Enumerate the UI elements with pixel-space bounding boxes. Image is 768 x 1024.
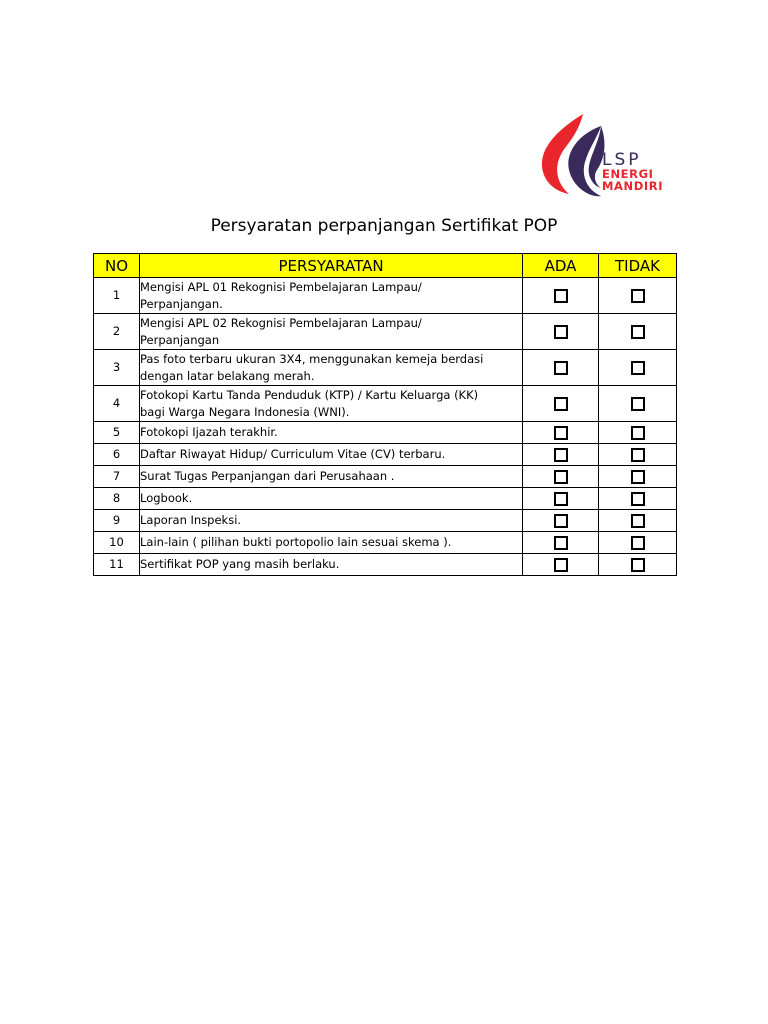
tidak-checkbox[interactable] [631, 325, 645, 339]
table-row [94, 444, 677, 466]
requirement-cell [140, 532, 523, 554]
requirement-line: Mengisi APL 01 Rekognisi Pembelajaran Lampau/ [140, 279, 422, 294]
row-number: 2 [94, 314, 140, 350]
requirement-line: Logbook. [140, 491, 193, 505]
ada-checkbox[interactable] [554, 470, 568, 484]
tidak-cell [599, 278, 677, 314]
requirement-line: Sertifikat POP yang masih berlaku. [140, 557, 340, 571]
ada-checkbox[interactable] [554, 514, 568, 528]
ada-cell [523, 278, 599, 314]
requirement-line: Fotokopi Kartu Tanda Penduduk (KTP) / Kartu Keluarga (KK) [140, 387, 479, 402]
ada-cell [523, 386, 599, 422]
tidak-cell [599, 386, 677, 422]
table-row [94, 278, 677, 314]
header-ada: ADA [523, 254, 599, 278]
ada-checkbox[interactable] [554, 492, 568, 506]
requirement-line: Daftar Riwayat Hidup/ Curriculum Vitae (CV) terbaru. [140, 447, 446, 461]
requirement-cell [140, 488, 523, 510]
ada-cell [523, 488, 599, 510]
requirement-cell [140, 278, 523, 314]
ada-cell [523, 510, 599, 532]
ada-checkbox[interactable] [554, 325, 568, 339]
row-number: 4 [94, 386, 140, 422]
row-number: 7 [94, 466, 140, 488]
row-number: 6 [94, 444, 140, 466]
ada-cell [523, 314, 599, 350]
ada-cell [523, 422, 599, 444]
logo-energi-text: ENERGI [602, 167, 654, 181]
ada-cell [523, 350, 599, 386]
ada-cell [523, 466, 599, 488]
tidak-cell [599, 444, 677, 466]
requirement-cell [140, 554, 523, 576]
ada-checkbox[interactable] [554, 397, 568, 411]
requirement-line: Lain-lain ( pilihan bukti portopolio lain sesuai skema ). [140, 535, 452, 549]
tidak-cell [599, 314, 677, 350]
lsp-logo [535, 112, 680, 207]
row-number: 1 [94, 278, 140, 314]
tidak-cell [599, 422, 677, 444]
tidak-checkbox[interactable] [631, 492, 645, 506]
tidak-checkbox[interactable] [631, 470, 645, 484]
requirement-line: Mengisi APL 02 Rekognisi Pembelajaran Lampau/ [140, 315, 422, 330]
row-number: 3 [94, 350, 140, 386]
logo-lsp-text: LSP [602, 150, 642, 170]
requirement-cell [140, 386, 523, 422]
requirement-cell [140, 510, 523, 532]
tidak-checkbox[interactable] [631, 397, 645, 411]
row-number: 9 [94, 510, 140, 532]
requirement-line: Fotokopi Ijazah terakhir. [140, 425, 278, 439]
table-row [94, 466, 677, 488]
tidak-cell [599, 510, 677, 532]
logo-mandiri-text: MANDIRI [602, 178, 664, 193]
tidak-checkbox[interactable] [631, 426, 645, 440]
requirement-line: bagi Warga Negara Indonesia (WNI). [140, 404, 350, 419]
tidak-checkbox[interactable] [631, 536, 645, 550]
ada-checkbox[interactable] [554, 289, 568, 303]
table-row [94, 314, 677, 350]
tidak-cell [599, 532, 677, 554]
row-number: 5 [94, 422, 140, 444]
ada-cell [523, 444, 599, 466]
header-requirement: PERSYARATAN [140, 254, 523, 278]
header-tidak: TIDAK [599, 254, 677, 278]
ada-checkbox[interactable] [554, 536, 568, 550]
table-row [94, 386, 677, 422]
requirement-line: Surat Tugas Perpanjangan dari Perusahaan . [140, 469, 395, 483]
row-number: 8 [94, 488, 140, 510]
tidak-checkbox[interactable] [631, 448, 645, 462]
tidak-checkbox[interactable] [631, 558, 645, 572]
tidak-cell [599, 350, 677, 386]
header-no: NO [94, 254, 140, 278]
ada-checkbox[interactable] [554, 448, 568, 462]
table-row [94, 350, 677, 386]
ada-cell [523, 532, 599, 554]
tidak-checkbox[interactable] [631, 361, 645, 375]
requirement-line: dengan latar belakang merah. [140, 368, 315, 383]
requirement-line: Laporan Inspeksi. [140, 513, 242, 527]
ada-cell [523, 554, 599, 576]
tidak-checkbox[interactable] [631, 289, 645, 303]
ada-checkbox[interactable] [554, 426, 568, 440]
table-row [94, 488, 677, 510]
table-row [94, 510, 677, 532]
page-title: Persyaratan perpanjangan Sertifikat POP [210, 216, 558, 236]
requirement-cell [140, 444, 523, 466]
table-header-row [94, 254, 677, 278]
row-number: 11 [94, 554, 140, 576]
ada-checkbox[interactable] [554, 361, 568, 375]
tidak-checkbox[interactable] [631, 514, 645, 528]
requirement-line: Pas foto terbaru ukuran 3X4, menggunakan kemeja berdasi [140, 351, 484, 366]
ada-checkbox[interactable] [554, 558, 568, 572]
requirement-cell [140, 314, 523, 350]
requirement-cell [140, 350, 523, 386]
logo-text [602, 152, 663, 192]
requirements-table [93, 253, 677, 576]
row-number: 10 [94, 532, 140, 554]
table-row [94, 422, 677, 444]
tidak-cell [599, 554, 677, 576]
table-row [94, 532, 677, 554]
requirement-cell [140, 422, 523, 444]
requirement-line: Perpanjangan [140, 332, 220, 347]
table-row [94, 554, 677, 576]
tidak-cell [599, 488, 677, 510]
tidak-cell [599, 466, 677, 488]
requirement-cell [140, 466, 523, 488]
requirement-line: Perpanjangan. [140, 296, 223, 311]
